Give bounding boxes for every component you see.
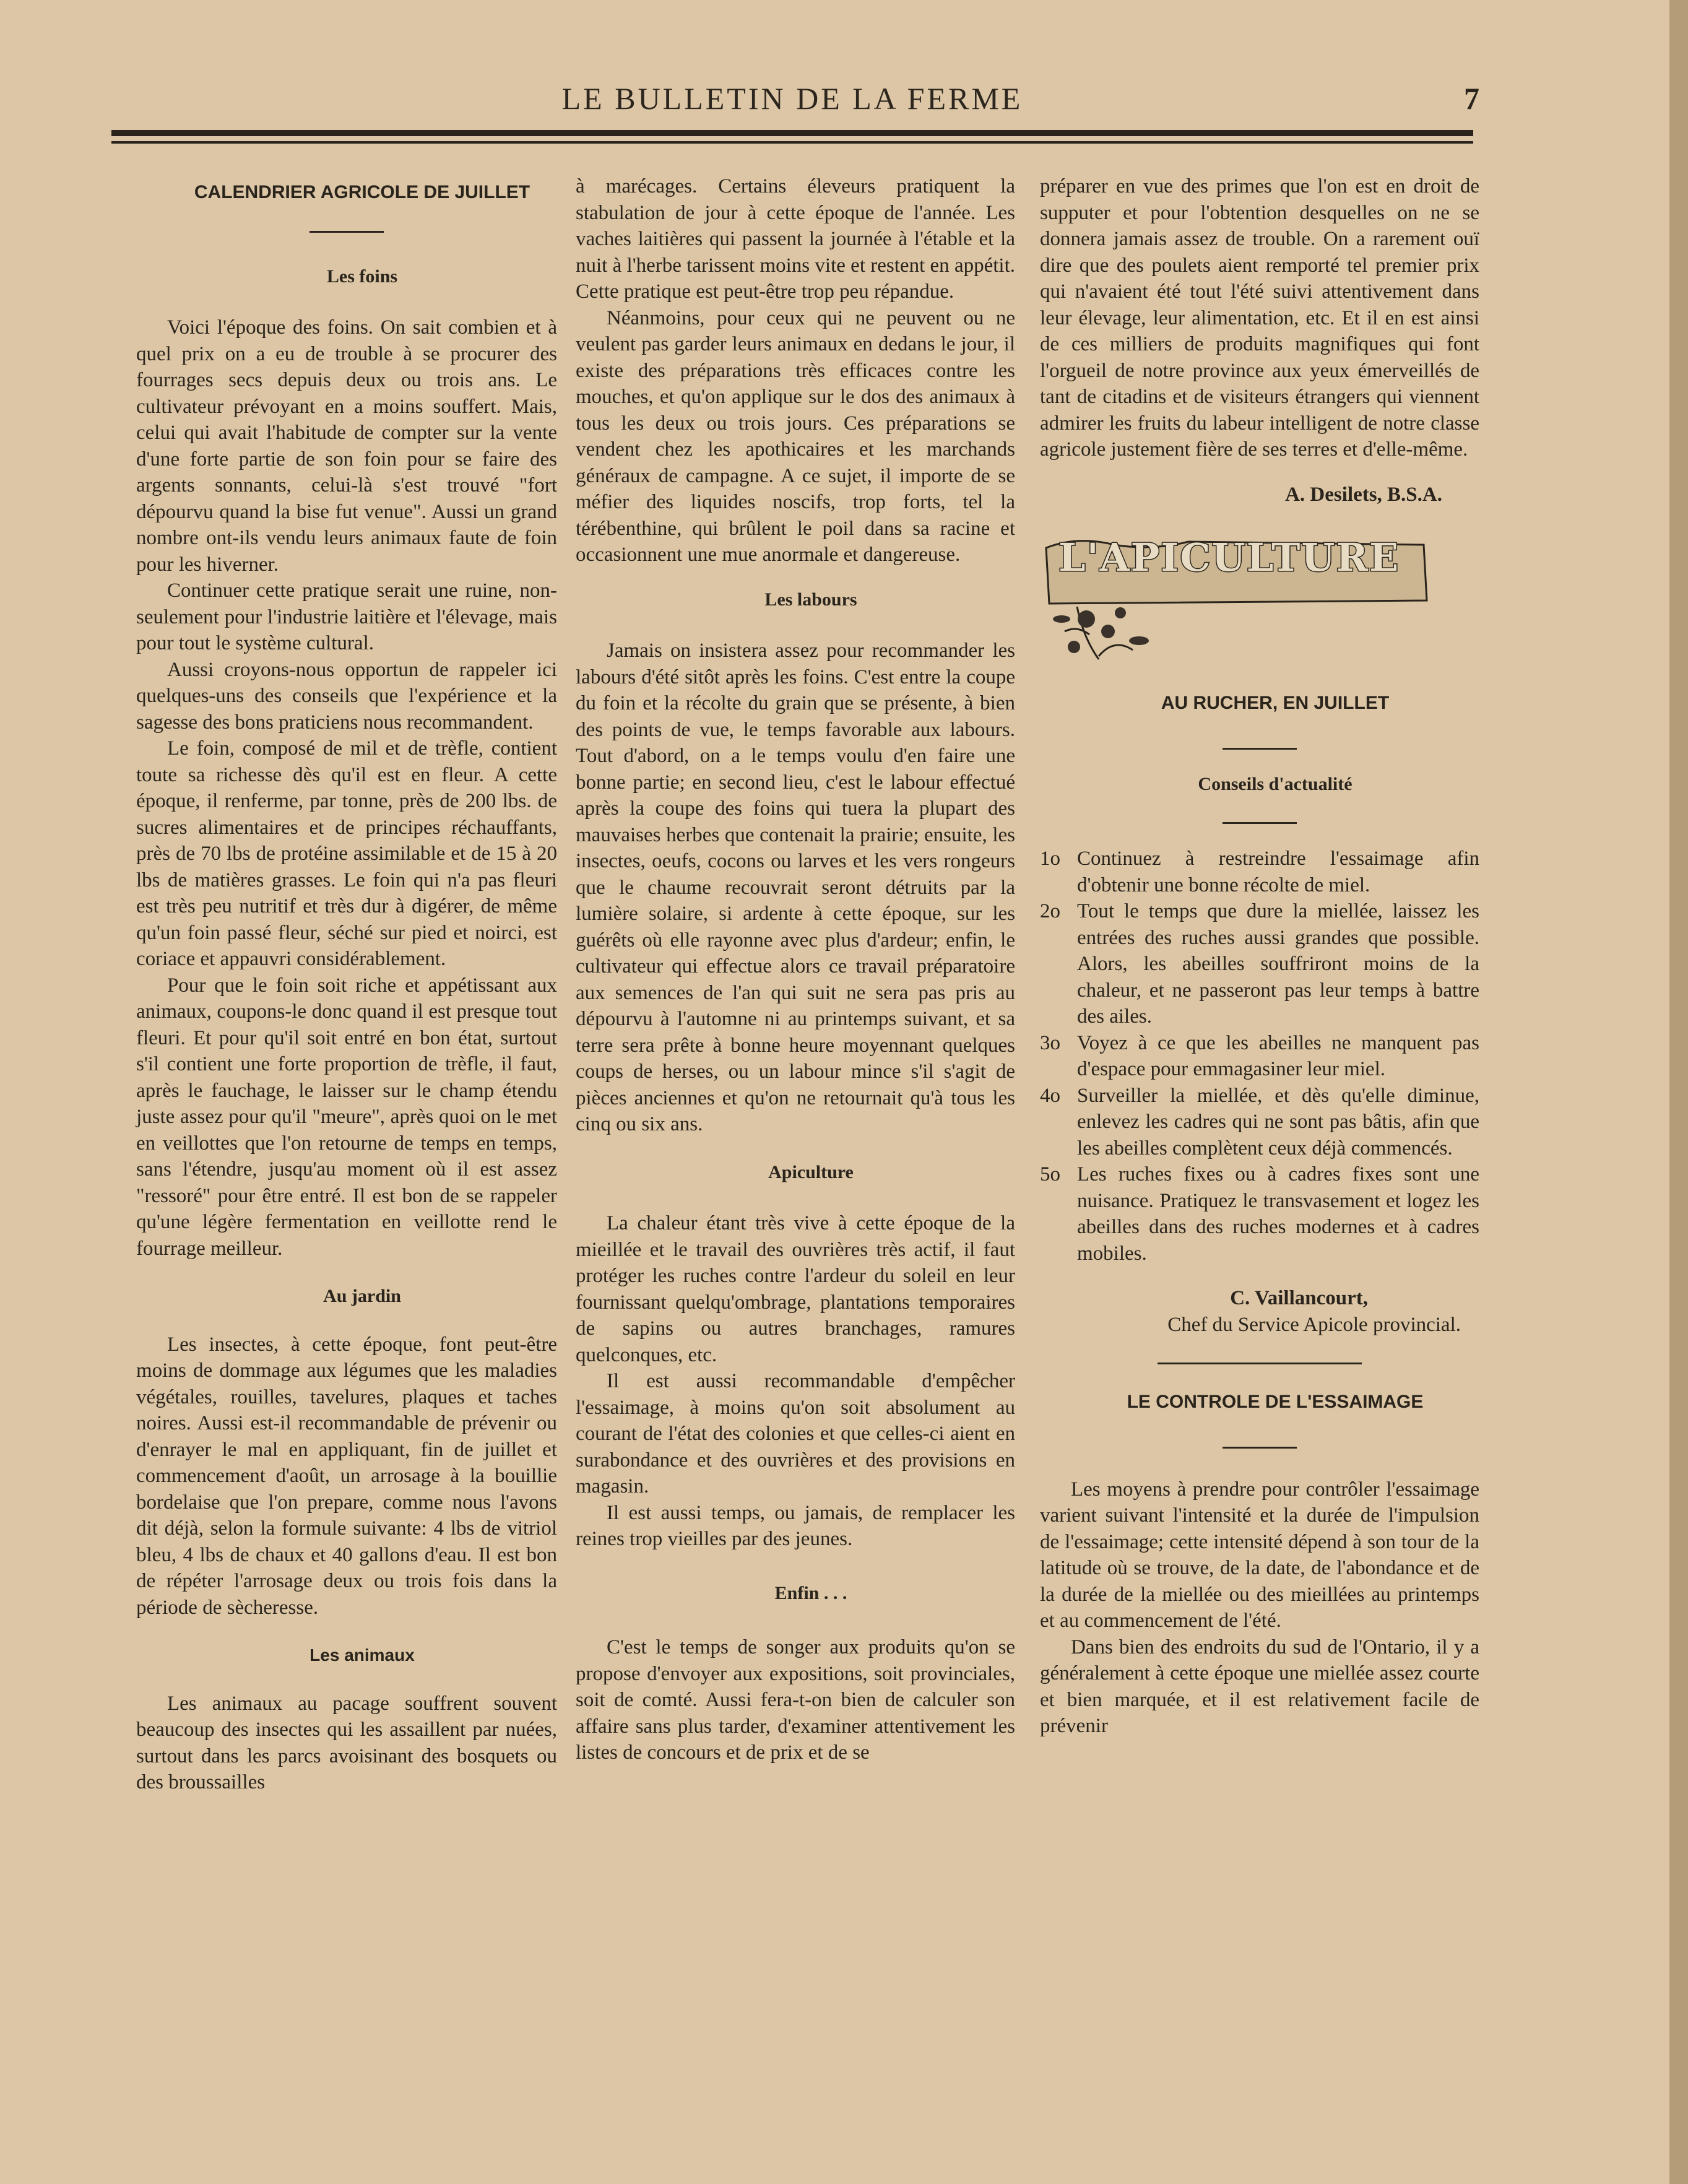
apiculture-banner: [1040, 532, 1436, 675]
divider: [1223, 748, 1297, 750]
paragraph: La chaleur étant très vive à cette époque de la mieillée et le travail des ouvrières très actif, il faut protéger les ruches contre l'ardeur du soleil en leur fournissant quelqu'ombrage, plantations temporaires de sapins ou autres branchages, ramures quelconques, etc.: [576, 1212, 1015, 1366]
page-edge: [1669, 0, 1688, 2184]
article-title: CALENDRIER AGRICOLE DE JUILLET: [194, 182, 530, 202]
section-title-controle: LE CONTROLE DE L'ESSAIMAGE: [1127, 1392, 1424, 1412]
column-1: [136, 173, 557, 1796]
list-item: [1040, 1030, 1479, 1083]
section-title-apiculture: Apiculture: [768, 1161, 854, 1182]
signature-vaillancourt: C. Vaillancourt,: [1230, 1287, 1368, 1309]
list-number: 4o: [1040, 1084, 1060, 1107]
banner-title: L'APICULTURE: [1058, 535, 1400, 580]
paragraph: Néanmoins, pour ceux qui ne peuvent ou ne veulent pas garder leurs animaux en dedans le jour, il existe des préparations très efficaces contre les mouches, et qu'on applique sur le dos des animaux à tous les deux ou trois jours. Ces préparations se vendent chez les apothicaires et les marchands généraux de campagne. A ce sujet, il importe de se méfier des liquides noscifs, trop forts, tel la térébenthine, qui brûlent le poil dans sa racine et occasionnent une mue anormale et dangereuse.: [576, 306, 1015, 566]
signature-role: Chef du Service Apicole provincial.: [1167, 1313, 1461, 1336]
paragraph: à marécages. Certains éleveurs pratiquent la stabulation de jour à cette époque de l'année. Les vaches laitières qui passent la journée à l'étable et la nuit à l'herbe tarissent moins vite et restent en appétit. Cette pratique est peut-être trop peu répandue.: [576, 175, 1015, 303]
header-rule-thin: [111, 141, 1473, 144]
list-item: [1040, 846, 1479, 898]
paragraph: Voici l'époque des foins. On sait combien et à quel prix on a eu de trouble à se procurer des fourrages secs depuis deux ou trois ans. Le cultivateur prévoyant en a moins souffert. Mais, celui qui avait l'habitude de compter sur la vente d'une forte partie de son foin pour se faire des argents sonnants, celui-là s'est trouvé "fort dépourvu quand la bise fut venue". Aussi un grand nombre ont-ils vendu leurs animaux faute de foin pour les hiverner.: [136, 316, 557, 576]
section-title-rucher: AU RUCHER, EN JUILLET: [1161, 693, 1390, 713]
paragraph: C'est le temps de songer aux produits qu'on se propose d'envoyer aux expositions, soit provinciales, soit de comté. Aussi fera-t-on bien de calculer son affaire sans plus tarder, d'examiner attentivement les listes de concours et de prix et de se: [576, 1636, 1015, 1764]
divider: [1223, 1447, 1297, 1449]
paragraph: Il est aussi recommandable d'empêcher l'essaimage, à moins qu'on soit absolument au courant de l'état des colonies et que celles-ci aient en surabondance et des ouvrières et des provisions en magasin.: [576, 1370, 1015, 1497]
list-text: Tout le temps que dure la miellée, laissez les entrées des ruches aussi grandes que possible. Alors, les abeilles souffriront moins de la chaleur, et ne passeront pas leur temps à battre des ailes.: [1077, 900, 1479, 1028]
list-number: 5o: [1040, 1163, 1060, 1185]
list-text: Voyez à ce que les abeilles ne manquent pas d'espace pour emmagasiner leur miel.: [1077, 1031, 1479, 1080]
section-title-conseils: Conseils d'actualité: [1198, 773, 1353, 794]
divider: [309, 231, 384, 233]
section-title-animaux: Les animaux: [309, 1645, 415, 1665]
section-title-labours: Les labours: [764, 589, 857, 610]
paragraph: Jamais on insistera assez pour recommander les labours d'été sitôt après les foins. C'est entre la coupe du foin et la récolte du grain que se présente, à bien des points de vue, le temps favorable aux labours. Tout d'abord, on a le temps voulu d'en faire une bonne partie; en second lieu, c'est le labour effectué après la coupe des foins qui tuera la plupart des mauvaises herbes que contenait la prairie; ensuite, les insectes, oeufs, cocons ou larves et les vers rongeurs que le chaume recouvrait seront détruits par la lumière solaire, si ardente à cette époque, sur les guérêts où elle rayonne avec plus d'ardeur; enfin, le cultivateur qui effectue alors ce travail préparatoire aux semences de l'an qui suit ne sera pas pris au dépourvu à l'automne ni au printemps suivant, et sa terre sera prête à bonne heure moyennant quelques coups de herses, ou un labour mince s'il s'agit de pièces anciennes et qu'on ne retournait qu'à tous les cinq ou six ans.: [576, 639, 1015, 1135]
signature-desilets: A. Desilets, B.S.A.: [1285, 483, 1442, 506]
running-header: [111, 74, 1479, 136]
paragraph: Pour que le foin soit riche et appétissant aux animaux, coupons-le donc quand il est presque tout fleuri. Et pour qu'il soit entré en bon état, surtout s'il contient une forte proportion de trèfle, il faut, après le fauchage, le laisser sur le champ étendu juste assez pour qu'il "meure", après quoi on le met en veillottes que l'on retourne de temps en temps, sans l'étendre, jusqu'au moment où il est assez "ressoré" pour être entré. Il est bon de se rappeler qu'une légère fermentation en veillotte rend le fourrage meilleur.: [136, 974, 557, 1260]
list-item: [1040, 1083, 1479, 1162]
paragraph: Continuer cette pratique serait une ruine, non-seulement pour l'industrie laitière et l'élevage, mais pour tout le système cultural.: [136, 579, 557, 654]
divider: [1158, 1363, 1362, 1364]
page-number: 7: [1464, 81, 1479, 116]
header-rule: [111, 130, 1473, 136]
list-item: [1040, 898, 1479, 1030]
list-text: Continuez à restreindre l'essaimage afin d'obtenir une bonne récolte de miel.: [1077, 847, 1479, 896]
section-title-enfin: Enfin . . .: [774, 1582, 847, 1603]
paragraph: Les moyens à prendre pour contrôler l'essaimage varient suivant l'intensité et la durée de l'impulsion de l'essaimage; cette intensité dépend à son tour de la latitude où se trouve, de la date, de l'abondance et de la durée de la miellée ou des mieillées au printemps et au commencement de l'été.: [1040, 1478, 1479, 1632]
paragraph: Aussi croyons-nous opportun de rappeler ici quelques-uns des conseils que l'expérience et la sagesse des bons praticiens nous recommandent.: [136, 658, 557, 734]
list-text: Surveiller la miellée, et dès qu'elle diminue, enlevez les cadres qui ne sont pas bâtis, afin que les abeilles complètent ceux déjà commencés.: [1077, 1084, 1479, 1159]
column-3: [1040, 173, 1479, 1740]
list-number: 1o: [1040, 847, 1060, 870]
publication-title: LE BULLETIN DE LA FERME: [561, 81, 1023, 116]
paragraph: Les animaux au pacage souffrent souvent beaucoup des insectes qui les assaillent par nuées, surtout dans les parcs avoisinant des bosquets ou des broussailles: [136, 1692, 557, 1793]
section-title-jardin: Au jardin: [323, 1286, 401, 1306]
section-title-foins: Les foins: [326, 266, 398, 287]
column-2: [576, 173, 1015, 1766]
list-number: 3o: [1040, 1031, 1060, 1054]
divider: [1223, 822, 1297, 824]
paragraph: Le foin, composé de mil et de trèfle, contient toute sa richesse dès qu'il est en fleur. A cette époque, il renferme, par tonne, près de 200 lbs. de sucres alimentaires et de principes réchauffants, près de 70 lbs de protéine assimilable et de 15 à 20 lbs de matières grasses. Le foin qui n'a pas fleuri est très peu nutritif et très dur à digérer, de même qu'un foin passé fleur, séché sur pied et noirci, est coriace et appauvri considérablement.: [136, 737, 557, 970]
paragraph: Les insectes, à cette époque, font peut-être moins de dommage aux légumes que les maladies végétales, rouilles, tavelures, plaques et taches noires. Aussi est-il recommandable de prévenir ou d'enrayer le mal en appliquant, fin de juillet et commencement d'août, un arrosage à la bouillie bordelaise que l'on prepare, comme nous l'avons dit déjà, selon la formule suivante: 4 lbs de vitriol bleu, 4 lbs de chaux et 40 gallons d'eau. Il est bon de répéter l'arrosage deux ou trois fois dans la période de sècheresse.: [136, 1333, 557, 1619]
list-number: 2o: [1040, 900, 1060, 922]
list-item: [1040, 1161, 1479, 1267]
list-text: Les ruches fixes ou à cadres fixes sont une nuisance. Pratiquez le transvasement et logez les abeilles dans des ruches modernes et à cadres mobiles.: [1077, 1163, 1479, 1265]
paragraph: Il est aussi temps, ou jamais, de remplacer les reines trop vieilles par des jeunes.: [576, 1501, 1015, 1550]
paragraph: Dans bien des endroits du sud de l'Ontario, il y a généralement à cette époque une miellée assez courte et bien marquée, et il est relativement facile de prévenir: [1040, 1636, 1479, 1737]
paragraph: préparer en vue des primes que l'on est en droit de supputer et pour l'obtention desquelles on ne se donnera jamais assez de trouble. On a rarement ouï dire que des poulets aient remporté tel premier prix qui n'avaient été tout l'été suivi attentivement dans leur élevage, leur alimentation, etc. Et il en est ainsi de ces milliers de produits magnifiques qui font l'orgueil de notre province aux yeux émerveillés de tant de citadins et de visiteurs étrangers qui viennent admirer les fruits du labeur intelligent de notre classe agricole justement fière de ses terres et d'elle-même.: [1040, 175, 1479, 461]
